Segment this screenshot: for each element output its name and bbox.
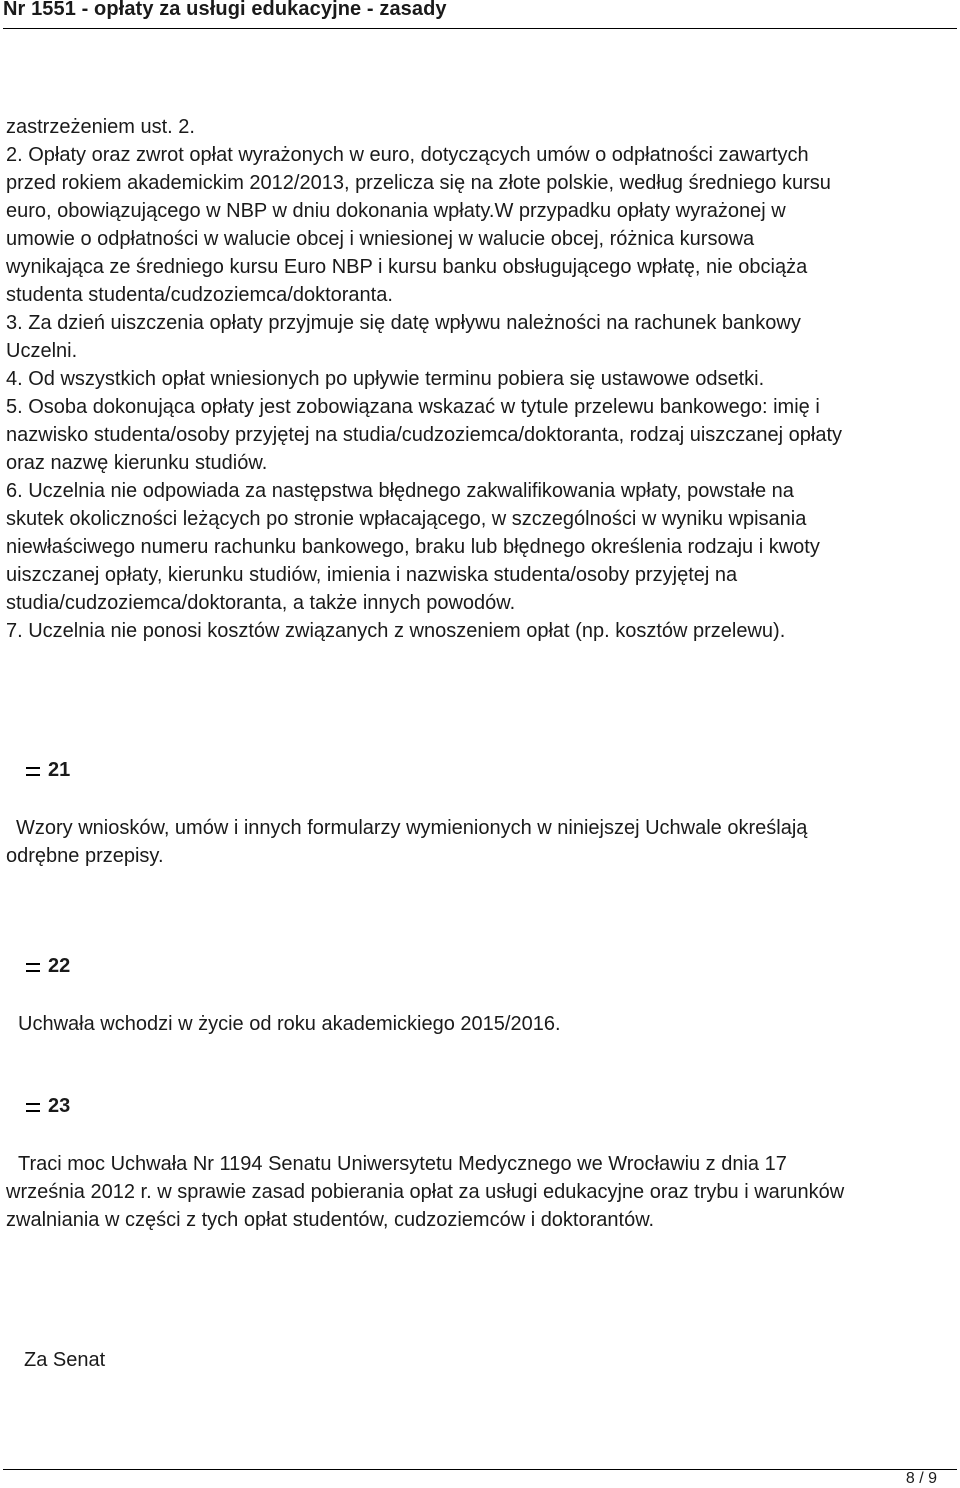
text-line: umowie o odpłatności w walucie obcej i wniesionej w walucie obcej, różnica kursowa [6, 228, 755, 250]
text-line: euro, obowiązującego w NBP w dniu dokonania wpłaty.W przypadku opłaty wyrażonej w [6, 200, 786, 222]
section-number: 21 [48, 759, 71, 781]
list-item-6 [6, 477, 954, 617]
section-heading-21 [24, 758, 70, 782]
text-line: 5. Osoba dokonująca opłaty jest zobowiązana wskazać w tytule przelewu bankowego: imię i [6, 396, 820, 418]
signature-text: Za Senat [24, 1349, 106, 1371]
text-line: 7. Uczelnia nie ponosi kosztów związanych z wnoszeniem opłat (np. kosztów przelewu). [6, 620, 786, 642]
text-line: września 2012 r. w sprawie zasad pobierania opłat za usługi edukacyjne oraz trybu i warunków [6, 1181, 845, 1203]
text-line: studia/cudzoziemca/doktoranta, a także innych powodów. [6, 592, 516, 614]
text-line: niewłaściwego numeru rachunku bankowego, braku lub błędnego określenia rodzaju i kwoty [6, 536, 820, 558]
list-item-2 [6, 141, 954, 309]
text-line: studenta studenta/cudzoziemca/doktoranta. [6, 284, 393, 306]
text-line: Uczelni. [6, 340, 78, 362]
signature-block [24, 1346, 960, 1374]
list-item-3 [6, 309, 954, 365]
section-number: 22 [48, 955, 71, 977]
text-line: Uchwała wchodzi w życie od roku akademickiego 2015/2016. [18, 1013, 561, 1035]
page-footer [3, 1469, 957, 1487]
text-line: wynikająca ze średniego kursu Euro NBP i kursu banku obsługującego wpłatę, nie obciąża [6, 256, 808, 278]
section-sign-icon [24, 758, 42, 782]
section-22-text [6, 1010, 954, 1038]
list-item-4 [6, 365, 954, 393]
text-line: 4. Od wszystkich opłat wniesionych po upływie terminu pobiera się ustawowe odsetki. [6, 368, 765, 390]
list-item-7 [6, 617, 954, 645]
section-23-text [6, 1150, 954, 1234]
text-line: Traci moc Uchwała Nr 1194 Senatu Uniwersytetu Medycznego we Wrocławiu z dnia 17 [18, 1153, 787, 1175]
text-line: przed rokiem akademickim 2012/2013, przelicza się na złote polskie, według średniego kursu [6, 172, 831, 194]
text-line: zwalniania w części z tych opłat studentów, cudzoziemców i doktorantów. [6, 1209, 655, 1231]
continuation-text [6, 113, 954, 141]
list-item-5 [6, 393, 954, 477]
text-line: skutek okoliczności leżących po stronie wpłacającego, w szczególności w wyniku wpisania [6, 508, 807, 530]
text-line: nazwisko studenta/osoby przyjętej na studia/cudzoziemca/doktoranta, rodzaj uiszczanej opłaty [6, 424, 843, 446]
text-line: uiszczanej opłaty, kierunku studiów, imienia i nazwiska studenta/osoby przyjętej na [6, 564, 738, 586]
section-number: 23 [48, 1095, 71, 1117]
text-line: 2. Opłaty oraz zwrot opłat wyrażonych w euro, dotyczących umów o odpłatności zawartych [6, 144, 809, 166]
page-header [3, 0, 957, 29]
section-sign-icon [24, 954, 42, 978]
section-heading-23 [24, 1094, 70, 1118]
section-21-text [6, 814, 954, 870]
text-line: 6. Uczelnia nie odpowiada za następstwa błędnego zakwalifikowania wpłaty, powstałe na [6, 480, 794, 502]
text-line: odrębne przepisy. [6, 845, 164, 867]
text-line: zastrzeżeniem ust. 2. [6, 116, 195, 138]
section-heading-22 [24, 954, 70, 978]
text-line: oraz nazwę kierunku studiów. [6, 452, 268, 474]
section-sign-icon [24, 1094, 42, 1118]
page-number: 8 / 9 [905, 1470, 937, 1487]
document-title: Nr 1551 - opłaty za usługi edukacyjne - zasady [3, 0, 447, 20]
text-line: Wzory wniosków, umów i innych formularzy wymienionych w niniejszej Uchwale określają [16, 817, 808, 839]
text-line: 3. Za dzień uiszczenia opłaty przyjmuje się datę wpływu należności na rachunek bankowy [6, 312, 801, 334]
